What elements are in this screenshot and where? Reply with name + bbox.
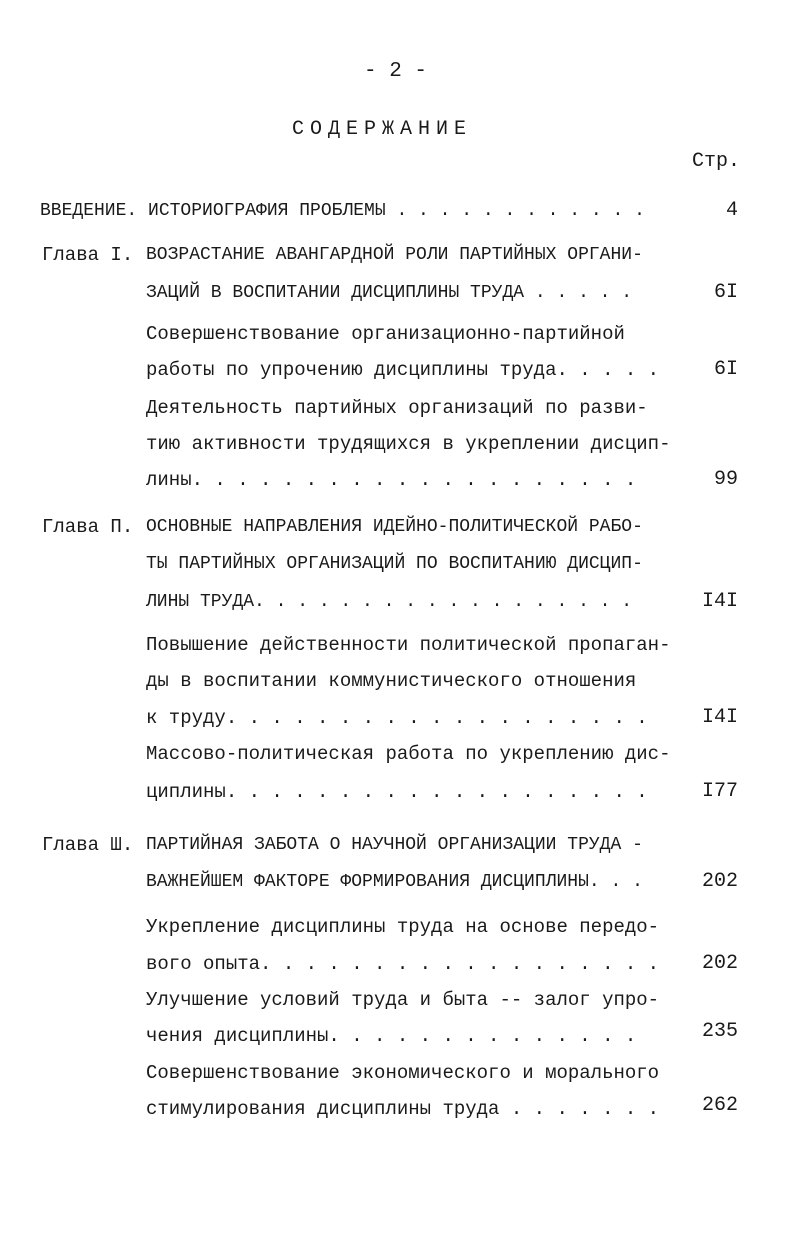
section-title-line: тию активности трудящихся в укреплении дисцип-	[146, 433, 671, 455]
section-title-line: Укрепление дисциплины труда на основе передо-	[146, 916, 660, 938]
section-title-line: Деятельность партийных организаций по разви-	[146, 397, 648, 419]
toc-page-number: 6I	[713, 358, 738, 381]
chapter-title-line: ЗАЦИЙ В ВОСПИТАНИИ ДИСЦИПЛИНЫ ТРУДА . . . . .	[146, 283, 633, 303]
section-title-line: чения дисциплины. . . . . . . . . . . . . .	[146, 1025, 637, 1047]
section-title-line: Повышение действенности политической пропаган-	[146, 634, 671, 656]
toc-page-number: 4	[725, 199, 738, 222]
section-title-line: вого опыта. . . . . . . . . . . . . . . . . .	[146, 953, 660, 975]
chapter-title-line: ВОЗРАСТАНИЕ АВАНГАРДНОЙ РОЛИ ПАРТИЙНЫХ ОРГАНИ-	[146, 245, 643, 265]
toc-page-number: I4I	[701, 706, 738, 729]
chapter-title-line: ВАЖНЕЙШЕМ ФАКТОРЕ ФОРМИРОВАНИЯ ДИСЦИПЛИНЫ. . .	[146, 872, 643, 892]
section-title-line: работы по упрочению дисциплины труда. . . . .	[146, 359, 660, 381]
section-title-line: Совершенствование экономического и морального	[146, 1062, 660, 1084]
toc-page-number: 6I	[713, 281, 738, 304]
toc-page-number: 202	[701, 952, 738, 975]
section-title-line: Совершенствование организационно-партийной	[146, 323, 625, 345]
chapter-title-line: ЛИНЫ ТРУДА. . . . . . . . . . . . . . . . . .	[146, 592, 633, 612]
toc-page-number: 235	[701, 1020, 738, 1043]
toc-page-number: I4I	[701, 590, 738, 613]
section-title-line: Улучшение условий труда и быта -- залог упро-	[146, 989, 660, 1011]
toc-entry-text: ВВЕДЕНИЕ. ИСТОРИОГРАФИЯ ПРОБЛЕМЫ . . . . . . . . . . . .	[40, 201, 645, 221]
toc-page-number: 99	[713, 468, 738, 491]
document-title: СОДЕРЖАНИЕ	[292, 118, 473, 141]
chapter-label: Глава Ш.	[42, 834, 134, 856]
section-title-line: циплины. . . . . . . . . . . . . . . . . . .	[146, 781, 648, 803]
page-column-header: Стр.	[692, 150, 741, 173]
toc-page-number: 262	[701, 1094, 738, 1117]
toc-page-number: 202	[701, 870, 738, 893]
toc-page-number: I77	[701, 780, 738, 803]
chapter-label: Глава I.	[42, 244, 134, 266]
chapter-label: Глава П.	[42, 516, 134, 538]
section-title-line: стимулирования дисциплины труда . . . . . . .	[146, 1098, 660, 1120]
section-title-line: ды в воспитании коммунистического отношения	[146, 670, 637, 692]
page-number: - 2 -	[364, 60, 428, 83]
section-title-line: лины. . . . . . . . . . . . . . . . . . . .	[146, 469, 637, 491]
section-title-line: к труду. . . . . . . . . . . . . . . . . . .	[146, 707, 648, 729]
chapter-title-line: ТЫ ПАРТИЙНЫХ ОРГАНИЗАЦИЙ ПО ВОСПИТАНИЮ ДИСЦИП-	[146, 554, 643, 574]
chapter-title-line: ОСНОВНЫЕ НАПРАВЛЕНИЯ ИДЕЙНО-ПОЛИТИЧЕСКОЙ РАБО-	[146, 517, 643, 537]
section-title-line: Массово-политическая работа по укреплению дис-	[146, 743, 671, 765]
chapter-title-line: ПАРТИЙНАЯ ЗАБОТА О НАУЧНОЙ ОРГАНИЗАЦИИ ТРУДА -	[146, 835, 643, 855]
